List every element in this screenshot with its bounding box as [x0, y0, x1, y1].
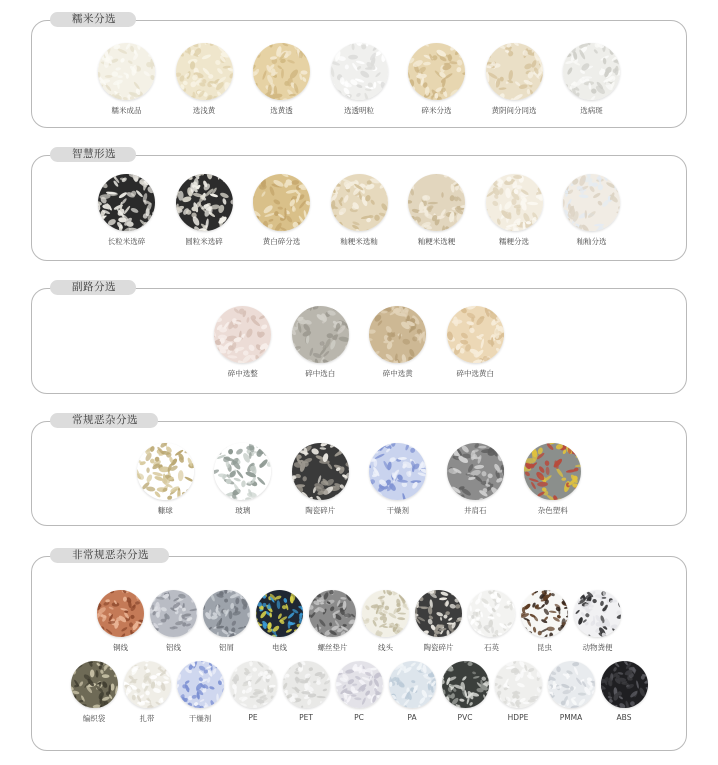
- sample-item: [415, 590, 462, 653]
- sample-item: [563, 43, 620, 116]
- quartz-icon: [468, 590, 515, 637]
- section-title: 非常规恶杂分选: [50, 548, 169, 563]
- ceramic-shard-icon: [292, 443, 349, 500]
- aluminum-wire-icon: [150, 590, 197, 637]
- sample-row: [0, 590, 718, 653]
- gravel-icon: [447, 443, 504, 500]
- white-grain-icon: [98, 43, 155, 100]
- sample-item: [283, 661, 330, 724]
- pvc-pellet-icon: [442, 661, 489, 708]
- japonica-grain-icon: [408, 174, 465, 231]
- sample-item: [524, 443, 581, 516]
- ceramic-fragment-icon: [415, 590, 462, 637]
- beige-grain-icon: [369, 306, 426, 363]
- sample-item: [176, 174, 233, 247]
- sample-item: [336, 661, 383, 724]
- transparent-grain-icon: [331, 43, 388, 100]
- light-yellow-grain-icon: [176, 43, 233, 100]
- sample-item: [309, 590, 356, 653]
- long-grain-dark-icon: [98, 174, 155, 231]
- sample-label: PE: [248, 713, 258, 722]
- yellow-white-broken-icon: [253, 174, 310, 231]
- bran-ball-icon: [137, 443, 194, 500]
- sample-item: [203, 590, 250, 653]
- sample-item: [256, 590, 303, 653]
- mixed-yellow-grain-icon: [486, 43, 543, 100]
- section-title: 常规恶杂分选: [50, 413, 158, 428]
- sample-row: [0, 174, 718, 247]
- mixed-plastic-icon: [524, 443, 581, 500]
- sample-label: 糯米成品: [111, 106, 142, 115]
- sample-label: 黄白碎分选: [262, 237, 301, 246]
- woven-bag-icon: [71, 661, 118, 708]
- sample-item: [98, 174, 155, 247]
- sample-label: PVC: [457, 713, 473, 722]
- spotted-grain-icon: [563, 43, 620, 100]
- pet-pellet-icon: [283, 661, 330, 708]
- yellow-white-grain-icon: [447, 306, 504, 363]
- sample-row: [0, 443, 718, 516]
- sample-label: 井肩石: [464, 506, 487, 515]
- sample-item: [601, 661, 648, 724]
- sample-item: [214, 306, 271, 379]
- sample-item: [98, 43, 155, 116]
- sample-label: 电线: [272, 643, 287, 652]
- sample-item: [150, 590, 197, 653]
- sample-item: [214, 443, 271, 516]
- sample-item: [447, 443, 504, 516]
- sample-item: [574, 590, 621, 653]
- sample-label: 籼籼分选: [576, 237, 607, 246]
- glass-shard-icon: [214, 443, 271, 500]
- pmma-pellet-icon: [548, 661, 595, 708]
- sample-label: 动物粪便: [582, 643, 613, 652]
- sample-item: [124, 661, 171, 724]
- sample-item: [369, 306, 426, 379]
- sample-item: [447, 306, 504, 379]
- sample-label: 选病斑: [580, 106, 603, 115]
- sample-label: 铜线: [113, 643, 128, 652]
- sample-label: 选黄透: [270, 106, 293, 115]
- sample-row: [0, 661, 718, 724]
- pc-pellet-icon: [336, 661, 383, 708]
- sample-item: [177, 661, 224, 724]
- sample-label: 选浅黄: [192, 106, 216, 115]
- indica-grain-icon: [331, 174, 388, 231]
- indica-sort-icon: [563, 174, 620, 231]
- sample-label: 碎中选整: [227, 369, 258, 378]
- sample-item: [486, 43, 543, 116]
- sample-label: 线头: [378, 643, 393, 652]
- sample-label: 玻璃: [235, 506, 251, 515]
- sample-item: [97, 590, 144, 653]
- sample-label: 碎中选黄白: [456, 369, 494, 378]
- cable-tie-icon: [124, 661, 171, 708]
- pe-pellet-icon: [230, 661, 277, 708]
- washer-icon: [309, 590, 356, 637]
- sample-label: PC: [354, 713, 364, 722]
- sample-label: 碎中选白: [305, 369, 336, 378]
- sample-label: 铝屑: [219, 643, 234, 652]
- animal-dropping-icon: [574, 590, 621, 637]
- hdpe-pellet-icon: [495, 661, 542, 708]
- sample-label: 糠球: [157, 506, 173, 515]
- sample-item: [292, 443, 349, 516]
- sample-row: [0, 306, 718, 379]
- pinkish-grain-icon: [214, 306, 271, 363]
- sample-item: [389, 661, 436, 724]
- sample-label: 扎带: [139, 714, 155, 723]
- round-grain-dark-icon: [176, 174, 233, 231]
- sample-label: 陶瓷碎片: [423, 643, 454, 652]
- sample-label: 籼粳米选籼: [340, 237, 378, 246]
- sample-item: [253, 43, 310, 116]
- sample-item: [137, 443, 194, 516]
- sample-label: 干燥剂: [188, 714, 212, 723]
- sample-label: 黄阴间分同选: [491, 106, 537, 115]
- sample-item: [369, 443, 426, 516]
- sample-item: [362, 590, 409, 653]
- sample-item: [292, 306, 349, 379]
- sample-label: 碎中选黄: [382, 369, 413, 378]
- sample-item: [408, 43, 465, 116]
- sample-label: 碎米分选: [421, 106, 452, 115]
- sample-item: [563, 174, 620, 247]
- sample-label: PET: [299, 713, 313, 722]
- sample-item: [468, 590, 515, 653]
- yellow-translucent-grain-icon: [253, 43, 310, 100]
- sample-label: PA: [407, 713, 417, 722]
- thread-icon: [362, 590, 409, 637]
- broken-rice-icon: [408, 43, 465, 100]
- sample-item: [331, 174, 388, 247]
- sample-item: [486, 174, 543, 247]
- sample-label: 选透明粒: [344, 106, 374, 115]
- sample-item: [253, 174, 310, 247]
- sample-label: ABS: [616, 713, 632, 722]
- sample-item: [408, 174, 465, 247]
- section-title: 副路分选: [50, 280, 136, 295]
- sample-label: 杂色塑料: [537, 506, 568, 515]
- sample-label: 干燥剂: [386, 506, 409, 515]
- sample-label: 长粒米选碎: [107, 237, 146, 246]
- abs-pellet-icon: [601, 661, 648, 708]
- aluminum-chip-icon: [203, 590, 250, 637]
- sample-item: [230, 661, 277, 724]
- section-title: 智慧形选: [50, 147, 136, 162]
- sample-label: 陶瓷碎片: [305, 506, 336, 515]
- sample-label: 石英: [484, 643, 499, 652]
- sample-label: 螺丝垫片: [317, 643, 348, 652]
- sample-item: [521, 590, 568, 653]
- sample-item: [442, 661, 489, 724]
- electric-wire-icon: [256, 590, 303, 637]
- sample-label: HDPE: [507, 713, 529, 722]
- sample-label: PMMA: [559, 713, 583, 722]
- desiccant-icon: [369, 443, 426, 500]
- sample-label: 圆粒米选碎: [185, 237, 223, 246]
- sample-label: 铝线: [166, 643, 181, 652]
- sample-label: 糯粳分选: [499, 237, 529, 246]
- section-title: 糯米分选: [50, 12, 136, 27]
- sample-item: [71, 661, 118, 724]
- copper-wire-icon: [97, 590, 144, 637]
- sample-label: 编织袋: [82, 714, 106, 723]
- gray-grain-icon: [292, 306, 349, 363]
- sample-label: 籼粳米选粳: [417, 237, 456, 246]
- sample-item: [176, 43, 233, 116]
- pa-pellet-icon: [389, 661, 436, 708]
- sample-row: [0, 43, 718, 116]
- insect-icon: [521, 590, 568, 637]
- sample-label: 昆虫: [537, 643, 552, 652]
- sample-item: [495, 661, 542, 724]
- desiccant-beads-icon: [177, 661, 224, 708]
- glutinous-japonica-icon: [486, 174, 543, 231]
- sample-item: [331, 43, 388, 116]
- sample-item: [548, 661, 595, 724]
